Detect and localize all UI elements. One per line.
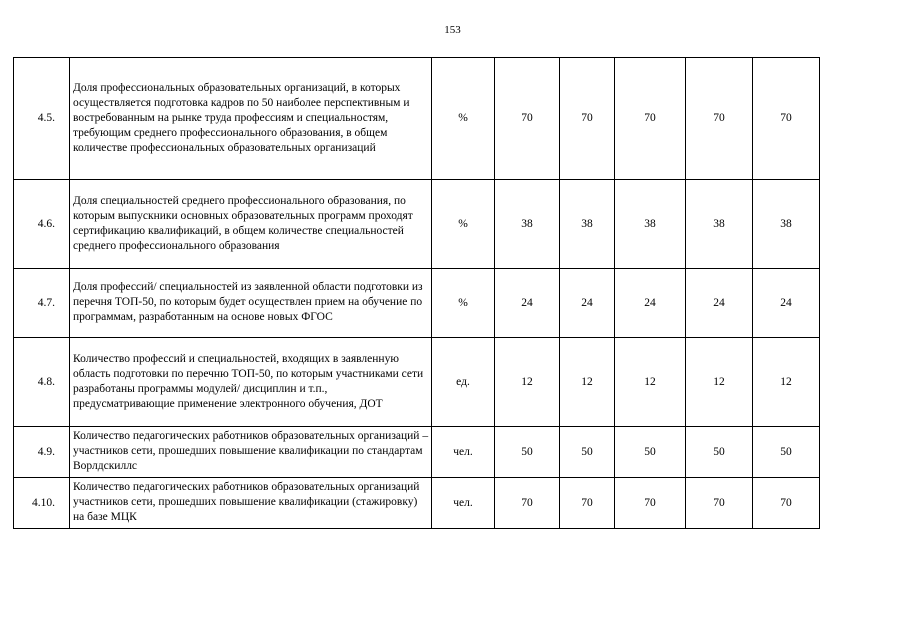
- value-cell: 50: [560, 427, 615, 478]
- unit-cell: чел.: [432, 427, 495, 478]
- value-cell: 12: [615, 338, 686, 427]
- unit-cell: %: [432, 58, 495, 180]
- value-cell: 12: [560, 338, 615, 427]
- indicator-description: Количество профессий и специальностей, входящих в заявленную область подготовки по перечню ТОП-50, по которым участниками сети разработаны программы модулей/ дисциплин и т.п., предусматривающие применение электронного обучения, ДОТ: [70, 338, 432, 427]
- indicator-description: Доля специальностей среднего профессионального образования, по которым выпускники основных образовательных программ проходят сертификацию квалификаций, в общем количестве специальностей среднего профессионального образования: [70, 180, 432, 269]
- row-number: 4.8.: [14, 338, 70, 427]
- indicator-description: Доля профессий/ специальностей из заявленной области подготовки из перечня ТОП-50, по которым будет осуществлен прием на обучение по программам, разработанным на основе новых ФГОС: [70, 269, 432, 338]
- value-cell: 24: [615, 269, 686, 338]
- unit-cell: чел.: [432, 478, 495, 529]
- unit-cell: %: [432, 269, 495, 338]
- value-cell: 24: [495, 269, 560, 338]
- row-number: 4.9.: [14, 427, 70, 478]
- row-number: 4.10.: [14, 478, 70, 529]
- page-number: 153: [444, 24, 461, 36]
- value-cell: 70: [615, 478, 686, 529]
- row-number: 4.5.: [14, 58, 70, 180]
- value-cell: 70: [753, 58, 820, 180]
- value-cell: 12: [753, 338, 820, 427]
- table-row: [14, 180, 820, 269]
- table-row: [14, 269, 820, 338]
- unit-cell: ед.: [432, 338, 495, 427]
- value-cell: 12: [686, 338, 753, 427]
- indicator-description: Количество педагогических работников образовательных организаций –участников сети, прошедших повышение квалификации по стандартам Ворлдскиллс: [70, 427, 432, 478]
- value-cell: 38: [495, 180, 560, 269]
- value-cell: 24: [560, 269, 615, 338]
- value-cell: 70: [753, 478, 820, 529]
- value-cell: 70: [686, 58, 753, 180]
- value-cell: 38: [560, 180, 615, 269]
- table-row: [14, 478, 820, 529]
- unit-cell: %: [432, 180, 495, 269]
- value-cell: 12: [495, 338, 560, 427]
- value-cell: 38: [686, 180, 753, 269]
- value-cell: 24: [753, 269, 820, 338]
- indicator-description: Доля профессиональных образовательных организаций, в которых осуществляется подготовка кадров по 50 наиболее перспективным и востребованным на рынке труда профессиям и специальностям, требующим среднего профессионального образования, в общем количестве профессиональных образовательных организаций: [70, 58, 432, 180]
- value-cell: 70: [560, 58, 615, 180]
- table-row: [14, 58, 820, 180]
- value-cell: 70: [495, 478, 560, 529]
- indicator-description: Количество педагогических работников образовательных организаций участников сети, прошедших повышение квалификации (стажировку) на базе МЦК: [70, 478, 432, 529]
- indicators-table: [13, 57, 820, 529]
- value-cell: 38: [753, 180, 820, 269]
- value-cell: 50: [495, 427, 560, 478]
- value-cell: 70: [615, 58, 686, 180]
- value-cell: 24: [686, 269, 753, 338]
- value-cell: 50: [753, 427, 820, 478]
- value-cell: 50: [615, 427, 686, 478]
- value-cell: 50: [686, 427, 753, 478]
- row-number: 4.6.: [14, 180, 70, 269]
- value-cell: 70: [686, 478, 753, 529]
- row-number: 4.7.: [14, 269, 70, 338]
- value-cell: 38: [615, 180, 686, 269]
- table-row: [14, 338, 820, 427]
- value-cell: 70: [495, 58, 560, 180]
- table-row: [14, 427, 820, 478]
- value-cell: 70: [560, 478, 615, 529]
